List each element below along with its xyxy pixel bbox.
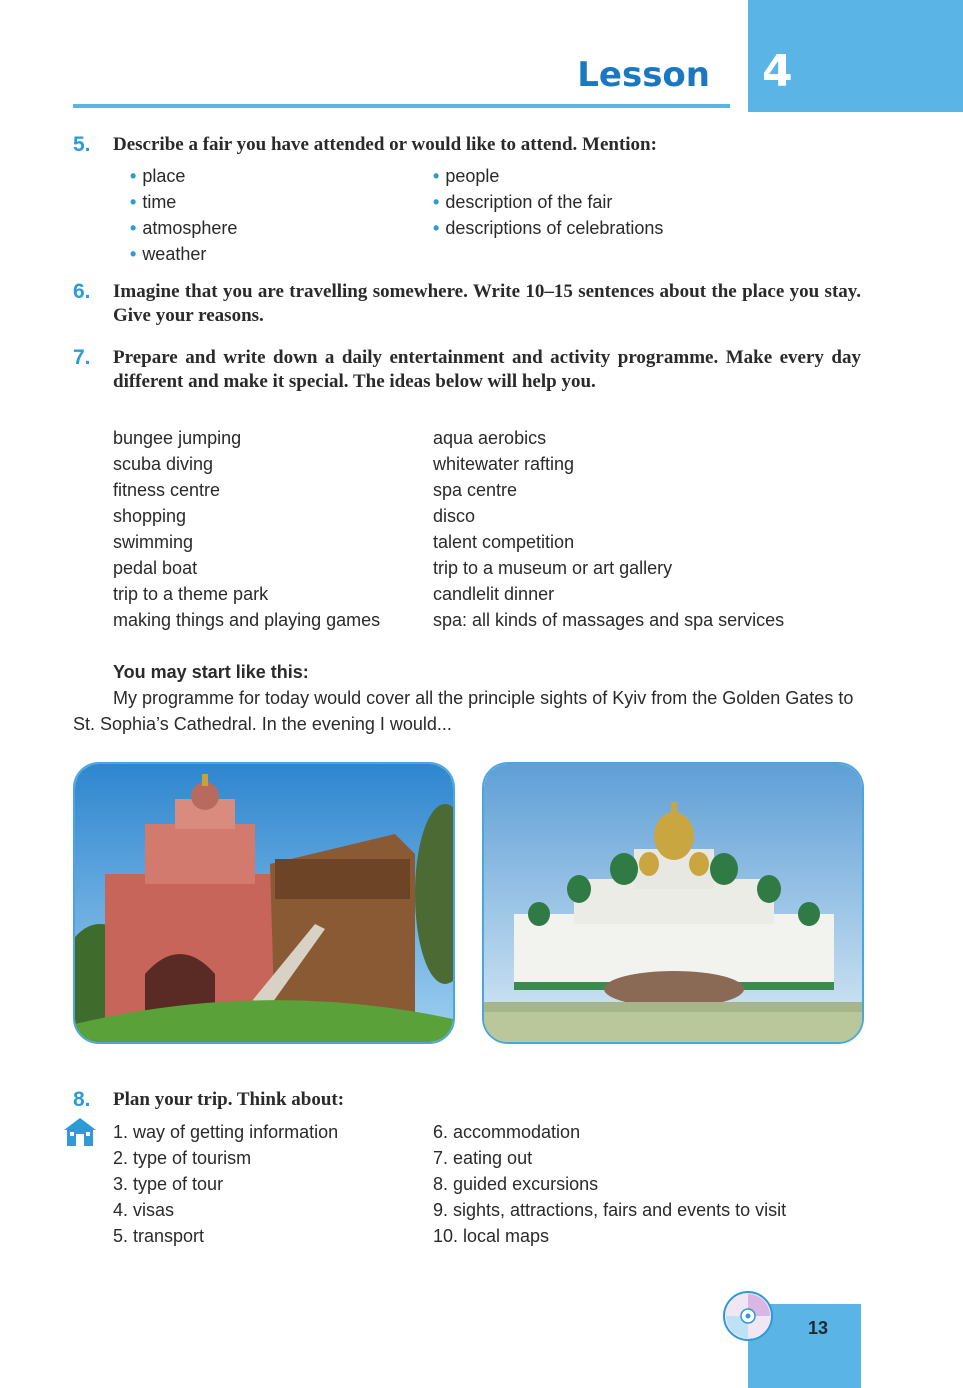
header-rule	[73, 104, 730, 108]
task-7-text: Prepare and write down a daily entertainment and activity programme. Make every day different and make it special. The ideas below will help you.	[113, 347, 861, 392]
list-item: • description of the fair	[433, 192, 613, 212]
list-item: trip to a theme park	[113, 584, 269, 604]
page-number: 13	[808, 1318, 829, 1338]
list-item: pedal boat	[113, 558, 198, 578]
list-item: 5. transport	[113, 1226, 205, 1246]
task-5-text: Describe a fair you have attended or would like to attend. Mention:	[113, 134, 657, 155]
task-6-number: 6.	[73, 280, 91, 303]
list-item: making things and playing games	[113, 610, 381, 630]
lesson-number: 4	[762, 46, 793, 97]
list-item: scuba diving	[113, 454, 214, 474]
task-5-list-left	[130, 163, 237, 267]
list-item: • place	[130, 166, 186, 186]
list-item: 2. type of tourism	[113, 1148, 252, 1168]
task-7-list-right	[433, 425, 784, 633]
task-6-text: Imagine that you are travelling somewhere. Write 10–15 sentences about the place you stay. Give your reasons.	[113, 281, 861, 326]
task-7-number: 7.	[73, 346, 91, 369]
list-item: spa: all kinds of massages and spa services	[433, 610, 785, 630]
list-item: • time	[130, 192, 177, 212]
list-item: disco	[433, 506, 476, 526]
list-item: • weather	[130, 244, 207, 264]
list-item: trip to a museum or art gallery	[433, 558, 673, 578]
list-item: 8. guided excursions	[433, 1174, 599, 1194]
list-item: swimming	[113, 532, 194, 552]
task-5-list-right	[433, 163, 663, 241]
start-text: My programme for today would cover all the principle sights of Kyiv from the Golden Gates to St. Sophia’s Cathedral. In the evening I would...	[73, 688, 854, 734]
house-icon	[63, 1116, 97, 1148]
list-item: shopping	[113, 506, 187, 526]
list-item: • descriptions of celebrations	[433, 218, 664, 238]
task-8-text: Plan your trip. Think about:	[113, 1089, 345, 1110]
cd-icon	[722, 1290, 774, 1342]
st-sophia-cathedral-photo	[482, 762, 864, 1044]
task-8-list-left	[113, 1119, 338, 1249]
list-item: spa centre	[433, 480, 518, 500]
list-item: 6. accommodation	[433, 1122, 581, 1142]
golden-gates-photo	[73, 762, 455, 1044]
list-item: • atmosphere	[130, 218, 238, 238]
task-7-list-left	[113, 425, 380, 633]
list-item: 7. eating out	[433, 1148, 533, 1168]
list-item: 4. visas	[113, 1200, 175, 1220]
list-item: 9. sights, attractions, fairs and events to visit	[433, 1200, 787, 1220]
list-item: aqua aerobics	[433, 428, 547, 448]
list-item: • people	[433, 166, 500, 186]
list-item: candlelit dinner	[433, 584, 555, 604]
lesson-title: Lesson	[577, 55, 710, 95]
task-8-number: 8.	[73, 1088, 91, 1111]
list-item: fitness centre	[113, 480, 221, 500]
list-item: bungee jumping	[113, 428, 242, 448]
start-label: You may start like this:	[113, 662, 309, 682]
task-8-list-right	[433, 1119, 786, 1249]
list-item: 10. local maps	[433, 1226, 550, 1246]
task-5-number: 5.	[73, 133, 91, 156]
list-item: 1. way of getting information	[113, 1122, 339, 1142]
list-item: 3. type of tour	[113, 1174, 224, 1194]
list-item: talent competition	[433, 532, 575, 552]
list-item: whitewater rafting	[433, 454, 575, 474]
